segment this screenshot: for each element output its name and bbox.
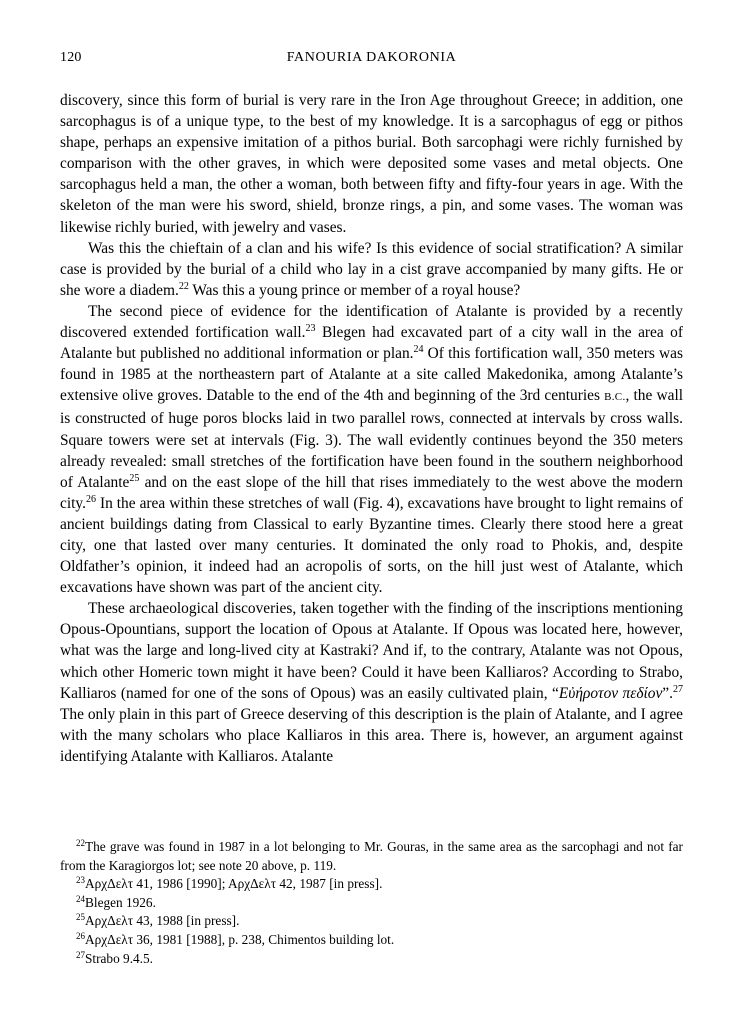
page-number: 120	[60, 50, 82, 65]
footnote-22	[60, 838, 683, 875]
paragraph-1	[60, 90, 683, 238]
paragraph-1-text: discovery, since this form of burial is very rare in the Iron Age throughout Greece; in addition, one sarcophagus is of a unique type, to the best of my knowledge. It is a sarcophagus of egg or pithos shape, perhaps an expensive imitation of a pithos burial. Both sarcophagi were richly furnished by comparison with the other graves, in which were deposited some vases and metal objects. One sarcophagus held a man, the other a woman, both between fifty and fifty-four years in age. With the skeleton of the man were his sword, shield, bronze rings, a pin, and some vases. The woman was likewise richly buried, with jewelry and vases.	[60, 92, 683, 236]
footnote-text: ΑρχΔελτ 41, 1986 [1990]; ΑρχΔελτ 42, 1987 [in press].	[85, 876, 383, 892]
paragraph-3-text-b: Blegen had excavated part of a city wall in the area of Atalante but published no additional information or plan.	[60, 324, 684, 363]
footnote-ref-25[interactable]: 25	[129, 472, 140, 484]
page-header	[60, 50, 683, 72]
footnote-number: 24	[76, 893, 85, 904]
footnote-24	[60, 894, 683, 913]
paragraph-3-text-a: The second piece of evidence for the identification of Atalante is provided by a recently discovered extended fortification wall.	[60, 302, 683, 342]
footnote-number: 26	[76, 930, 85, 941]
footnotes	[60, 838, 683, 968]
footnote-ref-26[interactable]: 26	[85, 493, 96, 505]
footnote-text: ΑρχΔελτ 36, 1981 [1988], p. 238, Chimentos building lot.	[85, 931, 395, 947]
footnote-number: 22	[76, 838, 85, 848]
paragraph-3-text-c: Of this fortification wall, 350 meters was found in 1985 at the northeastern part of Atalante at a site called Makedonika, among Atalante’s extensive olive groves. Datable to the end of the 4th and beginning of the 3rd centuries	[60, 345, 683, 405]
footnote-text: Blegen 1926.	[85, 894, 156, 910]
footnote-ref-22[interactable]: 22	[178, 280, 189, 292]
paragraph-2-text-b: Was this a young prince or member of a royal house?	[188, 281, 521, 299]
paragraph-2	[60, 238, 683, 301]
footnote-text: Strabo 9.4.5.	[85, 950, 153, 966]
footnote-text: ΑρχΔελτ 43, 1988 [in press].	[85, 913, 240, 929]
greek-phrase: Εὐήροτον πεδίον	[558, 684, 663, 702]
paragraph-3-text-e: and on the east slope of the hill that rises immediately to the west above the modern city.	[60, 473, 684, 512]
footnote-ref-24[interactable]: 24	[413, 344, 424, 356]
running-head: FANOURIA DAKORONIA	[286, 50, 457, 65]
paragraph-3	[60, 301, 683, 598]
footnote-27	[60, 950, 683, 969]
footnote-text: The grave was found in 1987 in a lot belonging to Mr. Gouras, in the same area as the sarcophagi and not far from the Karagiorgos lot; see note 20 above, p. 119.	[60, 839, 683, 873]
paragraph-4-text-b: ”.	[662, 684, 673, 702]
paragraph-2-text-a: Was this the chieftain of a clan and his wife? Is this evidence of social stratification? A similar case is provided by the burial of a child who lay in a cist grave accompanied by many gifts. He or she wore a diadem.	[60, 239, 683, 299]
era-abbreviation: B.C.	[604, 391, 626, 404]
footnote-23	[60, 875, 683, 894]
paragraph-3-text-d: , the wall is constructed of huge poros blocks laid in two parallel rows, connected at intervals by cross walls. Square towers were set at intervals (Fig. 3). The wall evidently continues beyond the 350 meters already revealed: small stretches of the fortification have been found in the southern neighborhood of Atalante	[60, 387, 683, 491]
footnote-number: 25	[76, 912, 85, 923]
footnote-26	[60, 931, 683, 950]
footnote-ref-23[interactable]: 23	[305, 323, 316, 335]
main-text	[60, 90, 683, 767]
footnote-number: 27	[76, 949, 85, 960]
paragraph-4	[60, 598, 683, 767]
paragraph-4-text-c: The only plain in this part of Greece deserving of this description is the plain of Atalante, and I agree with the many scholars who place Kalliaros in this area. There is, however, an argument against identifying Atalante with Kalliaros. Atalante	[60, 705, 683, 765]
footnote-25	[60, 912, 683, 931]
paragraph-3-text-f: In the area within these stretches of wall (Fig. 4), excavations have brought to light remains of ancient buildings dating from Classical to early Byzantine times. Clearly there stood here a great city, one that lasted over many centuries. It dominated the only road to Phokis, and, despite Oldfather’s opinion, it indeed had an acropolis of sorts, on the hill just west of Atalante, which excavations have shown was part of the ancient city.	[60, 494, 683, 597]
footnote-number: 23	[76, 875, 85, 886]
footnote-ref-27[interactable]: 27	[672, 683, 683, 695]
paragraph-4-text-a: These archaeological discoveries, taken together with the finding of the inscriptions mentioning Opous-Opountians, support the location of Opous at Atalante. If Opous was located here, however, what was the large and long-lived city at Kastraki? And if, to the contrary, Atalante was not Opous, which other Homeric town might it have been? Could it have been Kalliaros? According to Strabo, Kalliaros (named for one of the sons of Opous) was an easily cultivated plain, “	[60, 600, 683, 702]
